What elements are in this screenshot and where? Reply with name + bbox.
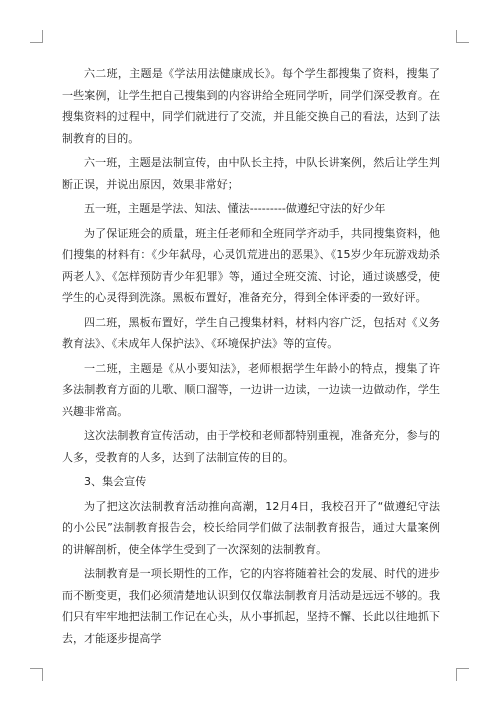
crop-mark-bottom-left xyxy=(30,668,43,681)
paragraph-class-4-2: 四二班，黑板布置好，学生自己搜集材料，材料内容广泛，包括对《义务教育法》、《未成年人保护法》、《环境保护法》等的宣传。 xyxy=(62,315,440,350)
crop-mark-bottom-right xyxy=(456,668,469,681)
crop-mark-top-right xyxy=(456,30,469,43)
crop-mark-top-left xyxy=(30,30,43,43)
paragraph-activity-summary: 这次法制教育宣传活动，由于学校和老师都特别重视，准备充分，参与的人多，受教育的人多，达到了法制宣传的目的。 xyxy=(62,429,440,464)
paragraph-class-5-1-details: 为了保证班会的质量，班主任老师和全班同学齐动手，共同搜集资料，他们搜集的材料有：《少年弑母，心灵饥荒进出的恶果》、《15岁少年玩游戏劫杀两老人》、《怎样预防青少年犯罪》等，通过全班交流、讨论，通过谈感受，使学生的心灵得到洗涤。黑板布置好，准备充分，得到全体评委的一致好评。 xyxy=(62,226,440,304)
paragraph-class-5-1-theme: 五一班，主题是学法、知法、懂法---------做遵纪守法的好少年 xyxy=(84,202,386,215)
paragraph-class-6-2: 六二班，主题是《学法用法健康成长》。每个学生都搜集了资料，搜集了一些案例，让学生把自己搜集到的内容讲给全班同学听，同学们深受教育。在搜集资料的过程中，同学们就进行了交流，并且能交换自己的看法，达到了法制教育的目的。 xyxy=(62,67,440,145)
paragraph-assembly-report: 为了把这次法制教育活动推向高潮，12月4日，我校召开了“做遵纪守法的小公民”法制教育报告会，校长给同学们做了法制教育报告，通过大量案例的讲解剖析，使全体学生受到了一次深刻的法制教育。 xyxy=(62,499,440,556)
paragraph-conclusion: 法制教育是一项长期性的工作，它的内容将随着社会的发展、时代的进步而不断变更，我们必须清楚地认识到仅仅靠法制教育月活动是远远不够的。我们只有牢牢地把法制工作记在心头，从小事抓起，坚持不懈、长此以往地抓下去，才能逐步提高学 xyxy=(62,567,440,645)
paragraph-class-1-2: 一二班，主题是《从小要知法》，老师根据学生年龄小的特点，搜集了许多法制教育方面的儿歌、顺口溜等，一边讲一边读，一边读一边做动作，学生兴趣非常高。 xyxy=(62,361,440,418)
document-body xyxy=(62,63,440,649)
section-heading-assembly: 3、集会宣传 xyxy=(84,475,147,488)
paragraph-class-6-1: 六一班，主题是法制宣传，由中队长主持，中队长讲案例，然后让学生判断正误，并说出原因，效果非常好； xyxy=(62,156,440,191)
